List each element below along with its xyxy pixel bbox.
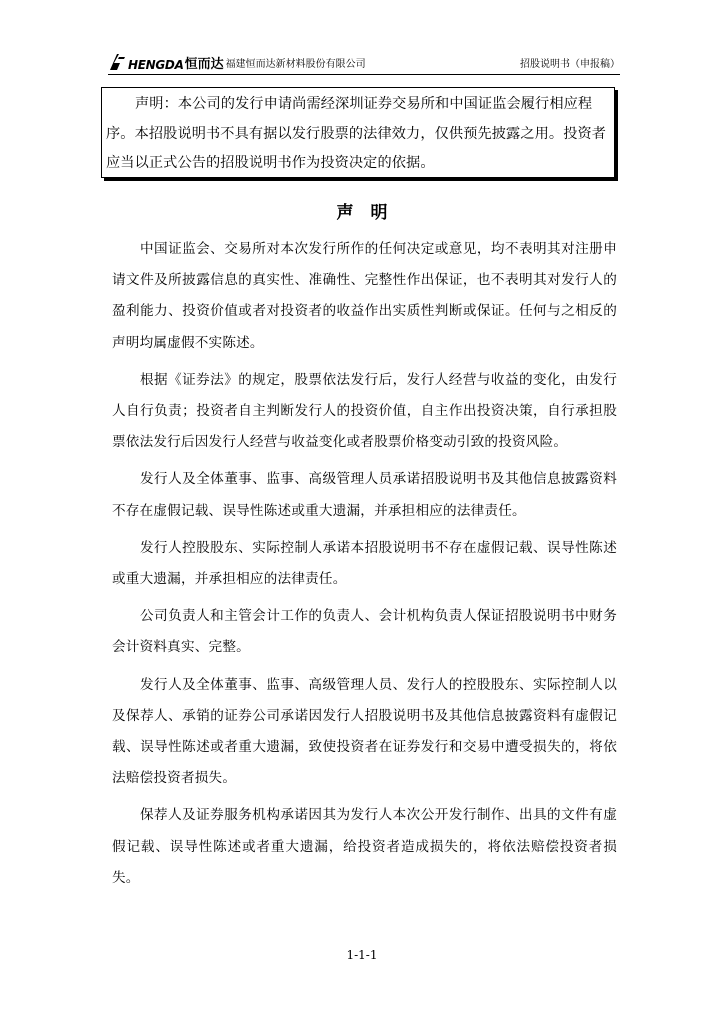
declaration-body [112, 234, 617, 900]
company-name: 福建恒而达新材料股份有限公司 [225, 59, 366, 70]
header-divider [108, 74, 620, 75]
hengda-logo-icon [108, 52, 126, 72]
paragraph: 保荐人及证券服务机构承诺因其为发行人本次公开发行制作、出具的文件有虚假记载、误导性陈述或者重大遗漏，给投资者造成损失的，将依法赔偿投资者损失。 [112, 807, 617, 886]
page-title: 声明 [336, 203, 405, 223]
paragraph: 根据《证券法》的规定，股票依法发行后，发行人经营与收益的变化，由发行人自行负责；投资者自主判断发行人的投资价值，自主作出投资决策，自行承担股票依法发行后因发行人经营与收益变化或者股票价格变动引致的投资风险。 [112, 371, 617, 451]
logo-text: HENGDA [128, 58, 184, 72]
logo-chinese: 恒而达 [184, 57, 224, 72]
paragraph: 发行人及全体董事、监事、高级管理人员承诺招股说明书及其他信息披露资料不存在虚假记载、误导性陈述或重大遗漏，并承担相应的法律责任。 [112, 471, 617, 519]
company-logo [108, 50, 366, 72]
paragraph: 发行人及全体董事、监事、高级管理人员、发行人的控股股东、实际控制人以及保荐人、承销的证券公司承诺因发行人招股说明书及其他信息披露资料有虚假记载、误导性陈述或者重大遗漏，致使投资者在证券发行和交易中遭受损失的，将依法赔偿投资者损失。 [112, 676, 617, 787]
document-type: 招股说明书（申报稿） [520, 59, 620, 70]
notice-box: 声明：本公司的发行申请尚需经深圳证券交易所和中国证监会履行相应程序。本招股说明书不具有据以发行股票的法律效力，仅供预先披露之用。投资者应当以正式公告的招股说明书作为投资决定的依据。 [101, 87, 615, 178]
page-header [108, 44, 620, 74]
paragraph: 发行人控股股东、实际控制人承诺本招股说明书不存在虚假记载、误导性陈述或重大遗漏，并承担相应的法律责任。 [112, 539, 617, 588]
paragraph: 中国证监会、交易所对本次发行所作的任何决定或意见，均不表明其对注册申请文件及所披露信息的真实性、准确性、完整性作出保证，也不表明其对发行人的盈利能力、投资价值或者对投资者的收益作出实质性判断或保证。任何与之相反的声明均属虚假不实陈述。 [112, 241, 617, 351]
paragraph: 公司负责人和主管会计工作的负责人、会计机构负责人保证招股说明书中财务会计资料真实、完整。 [112, 608, 617, 656]
page-number: 1-1-1 [346, 948, 378, 962]
